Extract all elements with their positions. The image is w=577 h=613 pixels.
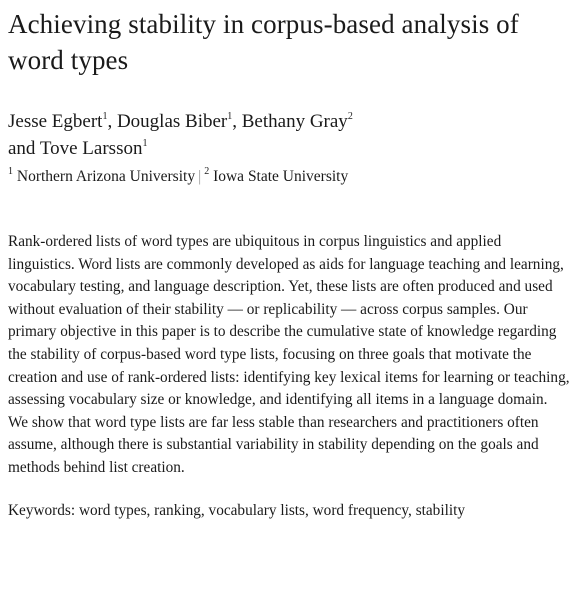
author-separator: , — [232, 111, 242, 132]
abstract-text: Rank-ordered lists of word types are ubiquitous in corpus linguistics and applied linguistics. Word lists are commonly developed as aids for language teaching and learning, vocabulary testing, and language description. Yet, these lists are often produced and used without evaluation of their stability — or replicability — across corpus samples. Our primary objective in this paper is to describe the cumulative state of knowledge regarding the stability of corpus-based word type lists, focusing on three goals that motivate the creation and use of rank-ordered lists: identifying key lexical items for learning or teaching, assessing vocabulary size or knowledge, and identifying all items in a language domain. We show that word type lists are far less stable than researchers and practitioners often assume, although there is substantial variability in stability depending on the goals and methods behind list creation. — [8, 233, 570, 476]
author-name: Bethany Gray — [241, 111, 348, 132]
paper-page — [8, 0, 570, 522]
author-affil-marker: 2 — [347, 110, 353, 122]
author-name: and Tove Larsson — [8, 138, 143, 159]
author-affil-marker: 1 — [142, 137, 148, 149]
keywords-label: Keywords: — [8, 501, 76, 519]
paper-title: Achieving stability in corpus-based analysis of word types — [8, 9, 519, 75]
affil-name: Northern Arizona University — [16, 168, 196, 185]
author-separator: , — [107, 111, 117, 132]
author-name: Douglas Biber — [116, 111, 228, 132]
affil-number: 1 — [8, 165, 13, 177]
affil-number: 2 — [204, 165, 210, 177]
keywords-list: word types, ranking, vocabulary lists, word frequency, stability — [78, 501, 465, 519]
keywords-line — [8, 500, 570, 522]
author-name: Jesse Egbert — [8, 111, 103, 132]
affil-separator: | — [198, 168, 202, 185]
author-list — [8, 108, 570, 162]
author-affil-marker: 1 — [102, 110, 108, 122]
author-affil-marker: 1 — [227, 110, 233, 122]
affiliation-line — [8, 167, 570, 187]
affil-name: Iowa State University — [213, 168, 349, 185]
